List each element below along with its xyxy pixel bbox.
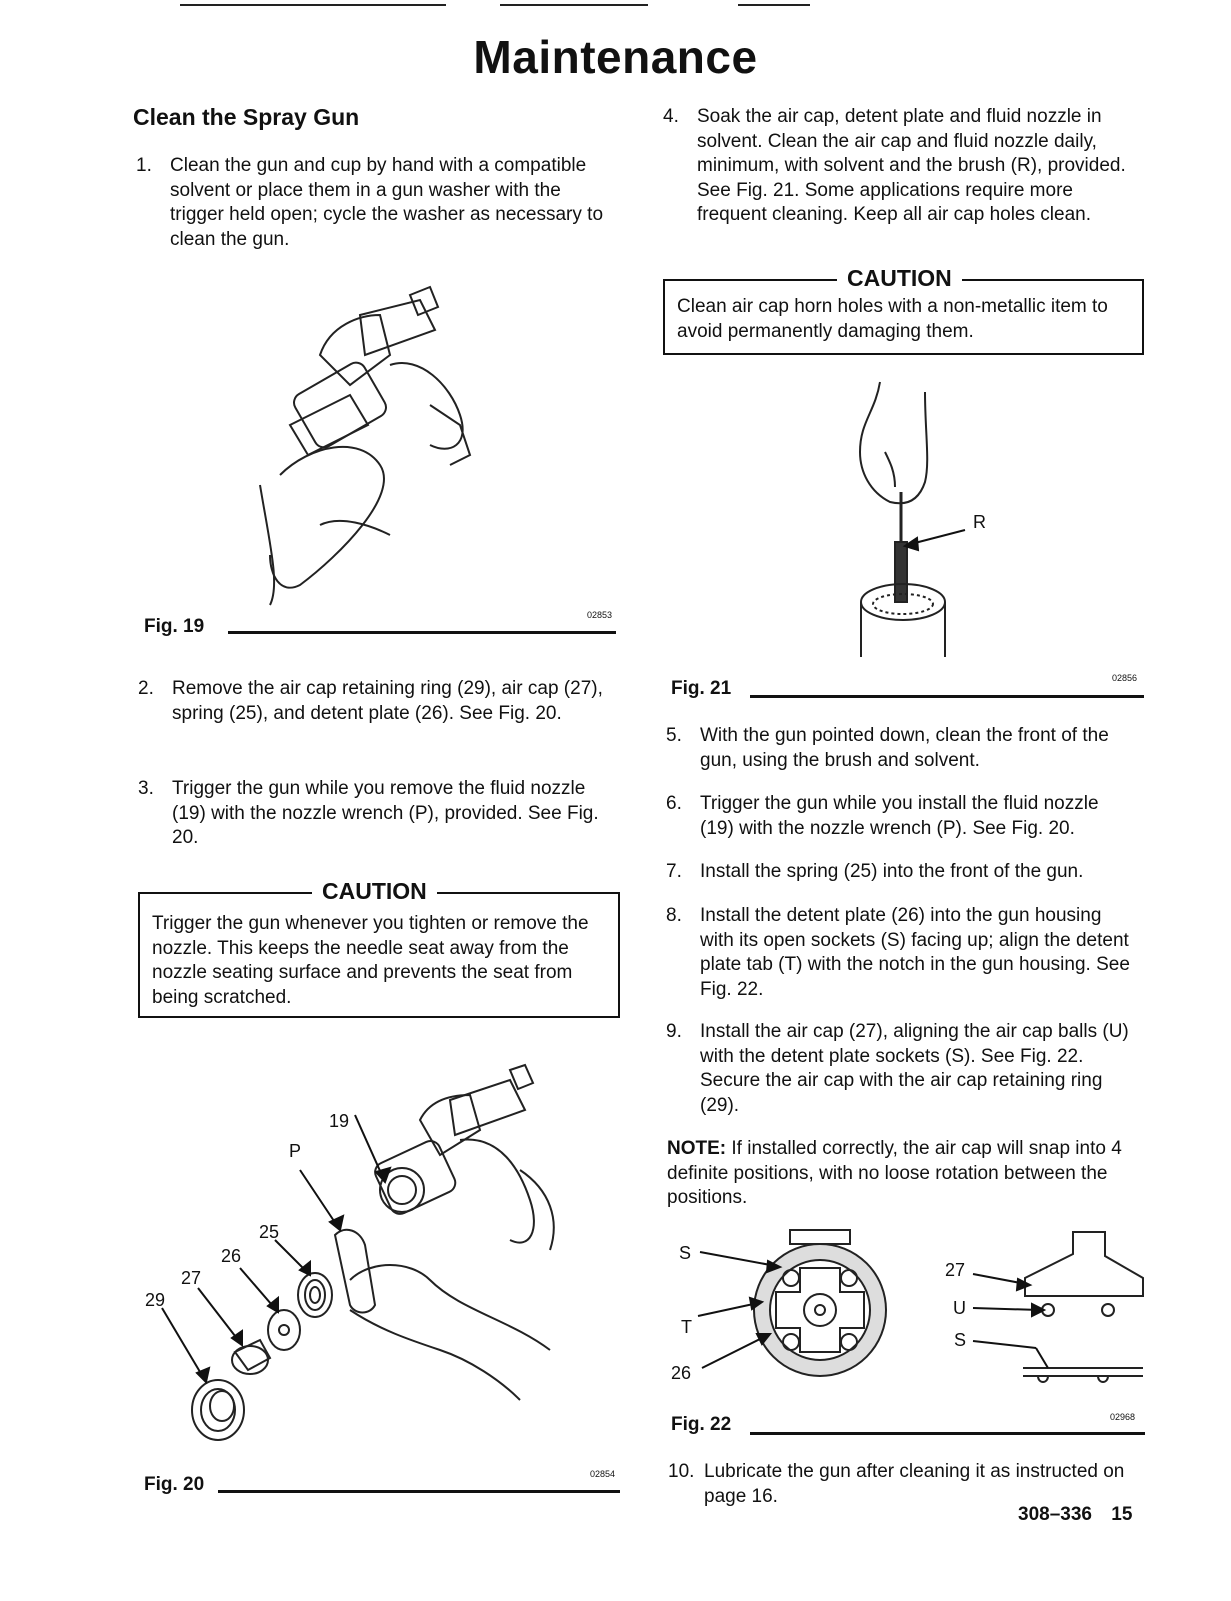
step-text: With the gun pointed down, clean the front of the gun, using the brush and solvent. (700, 725, 1109, 771)
fig22-callout-s: S (679, 1243, 692, 1263)
fig21-rule (750, 695, 1144, 698)
step-text: Trigger the gun while you remove the fluid nozzle (19) with the nozzle wrench (P), provided. See Fig. 20. (172, 778, 599, 848)
fig22-callout-s2: S (954, 1330, 967, 1350)
step-number: 4. (663, 106, 679, 127)
top-rule (500, 4, 648, 6)
step-number: 2. (138, 678, 154, 699)
fig22-callout-t: T (681, 1317, 692, 1337)
fig19-rule (228, 631, 616, 634)
section-heading: Clean the Spray Gun (133, 104, 360, 130)
note-text: If installed correctly, the air cap will snap into 4 definite positions, with no loose rotation between the positions. (667, 1138, 1122, 1208)
step-8 (666, 904, 1136, 1002)
fig22-callout-26: 26 (671, 1363, 692, 1383)
step-10 (668, 1460, 1148, 1509)
step-text: Trigger the gun while you install the fluid nozzle (19) with the nozzle wrench (P). See Fig. 20. (700, 793, 1099, 839)
step-6 (666, 792, 1136, 841)
fig20-label: Fig. 20 (144, 1474, 205, 1495)
top-rule (738, 4, 810, 6)
step-number: 8. (666, 905, 682, 926)
step-1 (136, 154, 616, 252)
step-text: Soak the air cap, detent plate and fluid nozzle in solvent. Clean the air cap and fluid nozzle daily, minimum, with solvent and the brush (R), provided. See Fig. 21. Some applications require more frequent cleaning. Keep all air cap holes clean. (697, 106, 1126, 225)
note (667, 1137, 1141, 1211)
step-number: 6. (666, 793, 682, 814)
step-number: 9. (666, 1021, 682, 1042)
fig20-callout-26: 26 (221, 1246, 242, 1266)
page-title: Maintenance (473, 31, 758, 83)
fig20-illustration (140, 1060, 610, 1450)
fig21-callout-r: R (973, 512, 986, 532)
fig21-code: 02856 (1112, 673, 1138, 683)
caution-text: Trigger the gun whenever you tighten or remove the nozzle. This keeps the needle seat away from the nozzle seating surface and prevents the seat from being scratched. (152, 913, 589, 1008)
fig20-callout-p: P (289, 1141, 302, 1161)
fig20-callout-29: 29 (145, 1290, 166, 1310)
fig22-rule (750, 1432, 1145, 1435)
step-5 (666, 724, 1136, 773)
step-number: 7. (666, 861, 682, 882)
step-text: Remove the air cap retaining ring (29), air cap (27), spring (25), and detent plate (26). See Fig. 20. (172, 678, 603, 724)
step-number: 5. (666, 725, 682, 746)
doc-number: 308–336 (1018, 1504, 1092, 1525)
note-label: NOTE: (667, 1138, 727, 1159)
fig20-callout-25: 25 (259, 1222, 280, 1242)
fig19-illustration (260, 285, 500, 605)
step-9 (666, 1020, 1136, 1118)
fig22-illustration (668, 1228, 1146, 1408)
page-footer (1018, 1504, 1132, 1526)
fig19-code: 02853 (587, 610, 613, 620)
fig19-label: Fig. 19 (144, 616, 205, 637)
step-text: Clean the gun and cup by hand with a compatible solvent or place them in a gun washer with the trigger held open; cycle the washer as necessary to clean the gun. (170, 155, 604, 250)
fig22-callout-27: 27 (945, 1260, 966, 1280)
fig20-callout-27: 27 (181, 1268, 202, 1288)
caution-label: CAUTION (837, 265, 962, 292)
fig22-callout-u: U (953, 1298, 966, 1318)
top-rule (180, 4, 446, 6)
fig20-callout-19: 19 (329, 1111, 350, 1131)
page-number: 15 (1111, 1504, 1133, 1525)
step-number: 1. (136, 155, 152, 176)
fig22-label: Fig. 22 (671, 1414, 732, 1435)
step-text: Install the detent plate (26) into the gun housing with its open sockets (S) facing up; align the detent plate tab (T) with the notch in the gun housing. See Fig. 22. (700, 905, 1130, 1000)
fig20-rule (218, 1490, 620, 1493)
step-text: Install the spring (25) into the front of the gun. (700, 861, 1084, 882)
caution-box-horn-holes (663, 265, 1144, 355)
step-2 (138, 677, 608, 726)
caution-label: CAUTION (312, 878, 437, 905)
fig21-label: Fig. 21 (671, 678, 732, 699)
fig22-code: 02968 (1110, 1412, 1136, 1422)
step-text: Install the air cap (27), aligning the air cap balls (U) with the detent plate sockets (S). See Fig. 22. Secure the air cap with the air cap retaining ring (29). (700, 1021, 1129, 1116)
fig20-code: 02854 (590, 1469, 616, 1479)
caution-text: Clean air cap horn holes with a non-metallic item to avoid permanently damaging them. (677, 296, 1108, 342)
step-text: Lubricate the gun after cleaning it as instructed on page 16. (704, 1461, 1125, 1507)
step-7 (666, 860, 1136, 885)
caution-box-nozzle (138, 878, 620, 1018)
step-4 (663, 105, 1133, 228)
step-3 (138, 777, 608, 851)
step-number: 10. (668, 1461, 695, 1482)
fig21-illustration (845, 382, 975, 664)
step-number: 3. (138, 778, 154, 799)
